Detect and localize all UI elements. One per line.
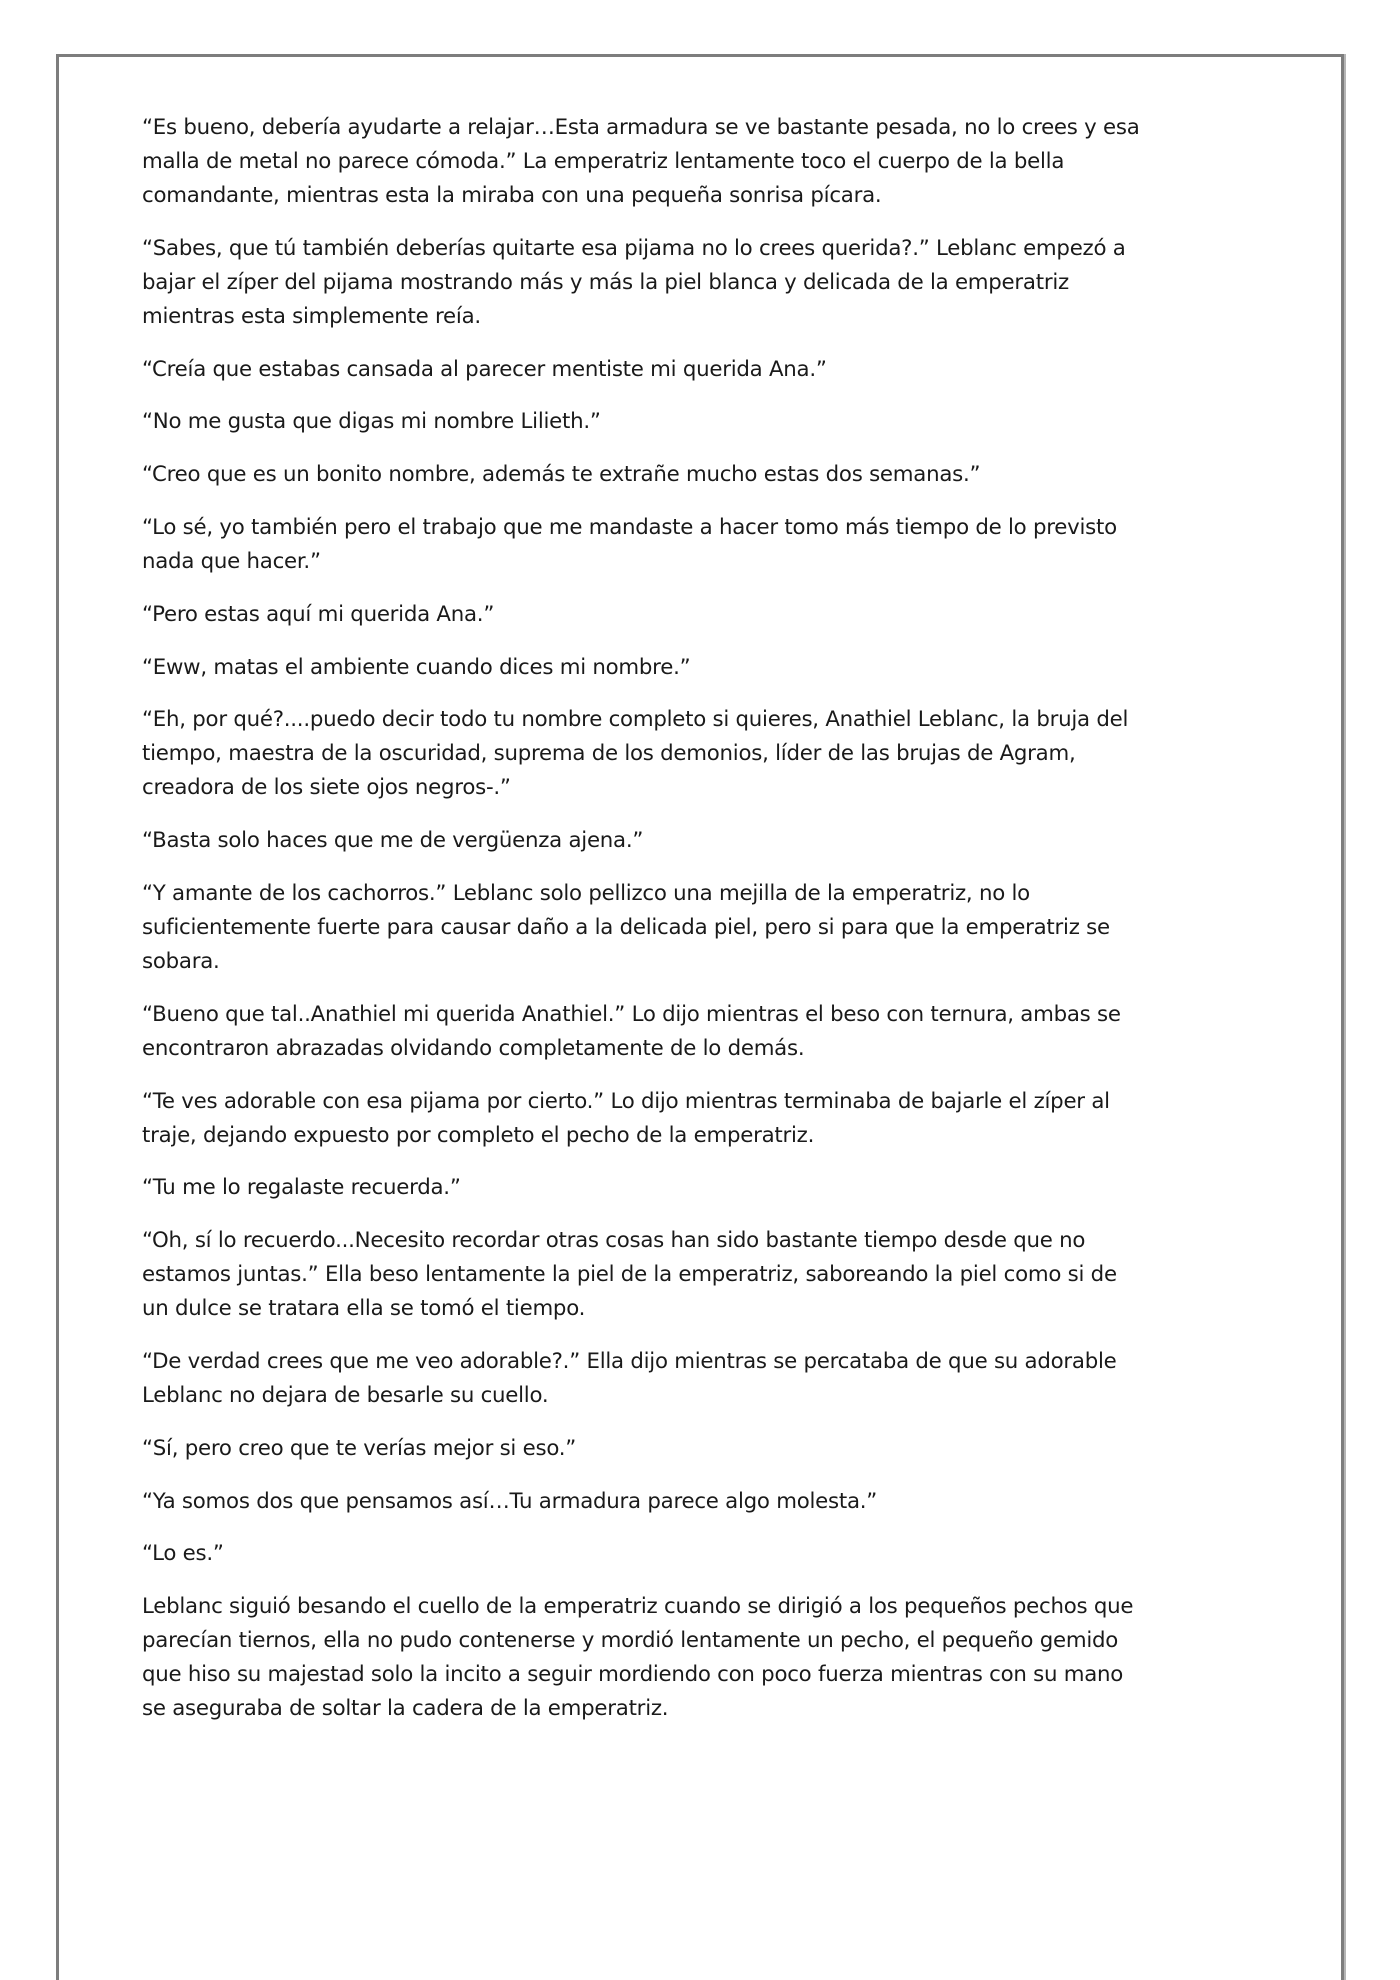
paragraph: “Es bueno, debería ayudarte a relajar…Esta armadura se ve bastante pesada, no lo crees y esa malla de metal no parece cómoda.” La emperatriz lentamente toco el cuerpo de la bella comandante, mientras esta la miraba con una pequeña sonrisa pícara.: [142, 115, 1140, 208]
paragraph: Leblanc siguió besando el cuello de la emperatriz cuando se dirigió a los pequeños pechos que parecían tiernos, ella no pudo contenerse y mordió lentamente un pecho, el pequeño gemido que hiso su majestad solo la incito a seguir mordiendo con poco fuerza mientras con su mano se aseguraba de soltar la cadera de la emperatriz.: [142, 1594, 1134, 1722]
paragraph: “Creía que estabas cansada al parecer mentiste mi querida Ana.”: [142, 356, 827, 382]
paragraph: “Lo sé, yo también pero el trabajo que me mandaste a hacer tomo más tiempo de lo previsto nada que hacer.”: [142, 514, 1117, 574]
paragraph: “Y amante de los cachorros.” Leblanc solo pellizco una mejilla de la emperatriz, no lo suficientemente fuerte para causar daño a la delicada piel, pero si para que la emperatriz se sobara.: [142, 880, 1110, 974]
paragraph: “Sí, pero creo que te verías mejor si eso.”: [142, 1435, 577, 1461]
paragraph: “Oh, sí lo recuerdo...Necesito recordar otras cosas han sido bastante tiempo desde que no estamos juntas.” Ella beso lentamente la piel de la emperatriz, saboreando la piel como si de un dulce se tratara ella se tomó el tiempo.: [142, 1228, 1117, 1322]
paragraph: “Te ves adorable con esa pijama por cierto.” Lo dijo mientras terminaba de bajarle el zíper al traje, dejando expuesto por completo el pecho de la emperatriz.: [142, 1088, 1110, 1148]
paragraph: “Sabes, que tú también deberías quitarte esa pijama no lo crees querida?.” Leblanc empezó a bajar el zíper del pijama mostrando más y más la piel blanca y delicada de la emperatriz mientras esta simplemente reía.: [142, 235, 1126, 329]
paragraph: “No me gusta que digas mi nombre Lilieth.”: [142, 409, 601, 435]
paragraph: “Eh, por qué?....puedo decir todo tu nombre completo si quieres, Anathiel Leblanc, la bruja del tiempo, maestra de la oscuridad, suprema de los demonios, líder de las brujas de Agram, creadora de los siete ojos negros-.”: [142, 707, 1129, 801]
document-body: [142, 111, 1142, 1745]
paragraph: “Creo que es un bonito nombre, además te extrañe mucho estas dos semanas.”: [142, 462, 981, 488]
paragraph: “Ya somos dos que pensamos así…Tu armadura parece algo molesta.”: [142, 1488, 878, 1514]
paragraph: “Eww, matas el ambiente cuando dices mi nombre.”: [142, 654, 691, 680]
paragraph: “De verdad crees que me veo adorable?.” Ella dijo mientras se percataba de que su adorable Leblanc no dejara de besarle su cuello.: [142, 1348, 1117, 1408]
paragraph: “Lo es.”: [142, 1541, 224, 1567]
paragraph: “Tu me lo regalaste recuerda.”: [142, 1175, 461, 1201]
paragraph: “Pero estas aquí mi querida Ana.”: [142, 601, 495, 627]
paragraph: “Basta solo haces que me de vergüenza ajena.”: [142, 828, 644, 854]
paragraph: “Bueno que tal..Anathiel mi querida Anathiel.” Lo dijo mientras el beso con ternura, ambas se encontraron abrazadas olvidando completamente de lo demás.: [142, 1001, 1121, 1061]
